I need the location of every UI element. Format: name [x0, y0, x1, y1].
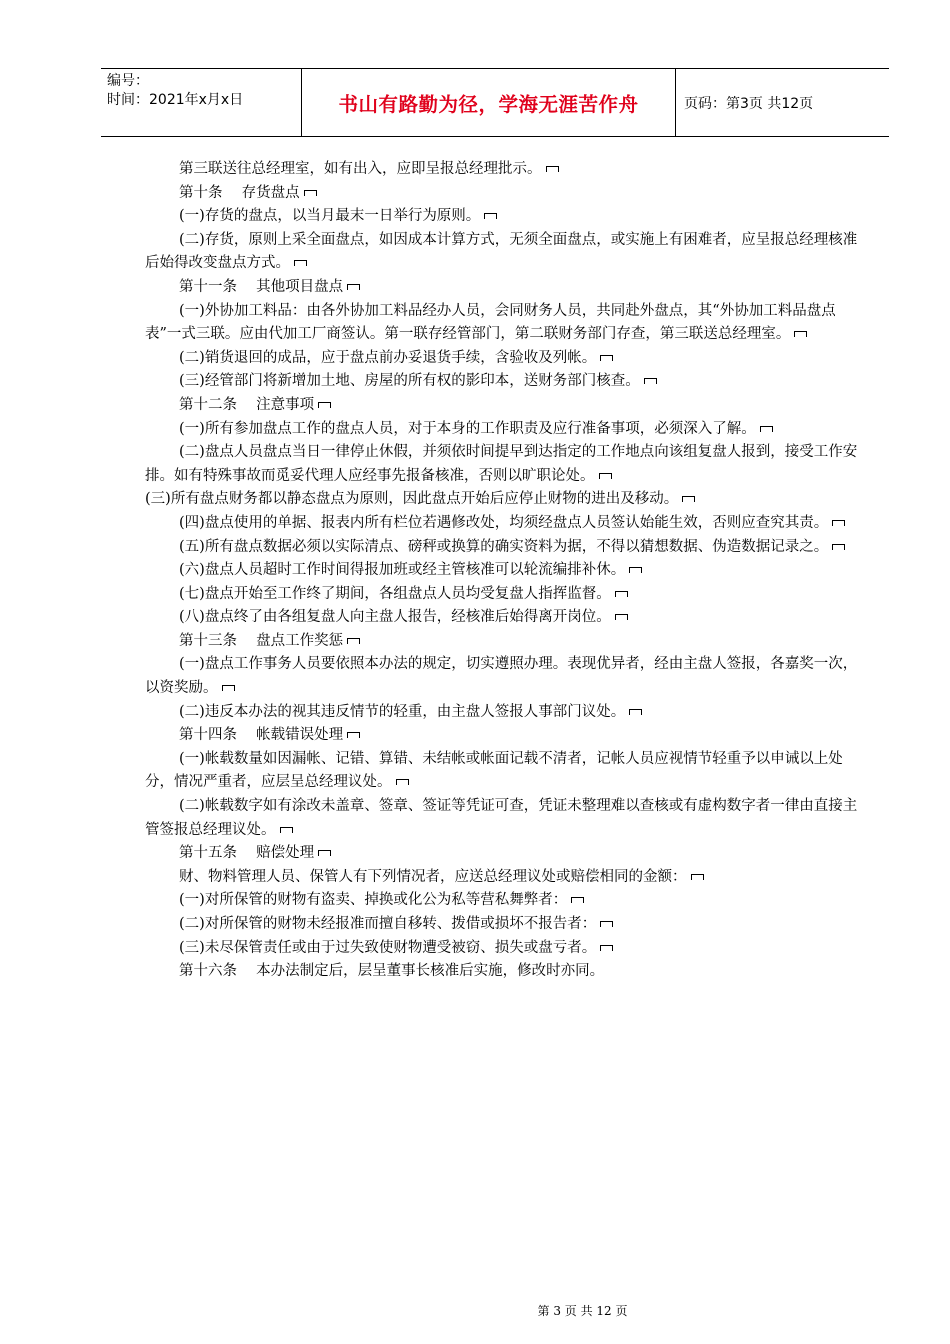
- paragraph-mark-icon: [794, 331, 807, 337]
- paragraph-text: (二)盘点人员盘点当日一律停止休假，并须依时间提早到达指定的工作地点向该组复盘人报到，接受工作安排。如有特殊事故而觅妥代理人应经事先报备核准，否则以旷职论处。: [145, 444, 858, 484]
- paragraph-text: 第十二条 注意事项: [179, 396, 315, 413]
- paragraph: [145, 394, 860, 418]
- paragraph: [145, 724, 860, 748]
- paragraph: [145, 960, 860, 984]
- paragraph-mark-icon: [318, 850, 331, 856]
- page-footer: 第 3 页 共 12 页: [537, 1304, 628, 1318]
- paragraph: [145, 182, 860, 206]
- paragraph-mark-icon: [615, 614, 628, 620]
- paragraph-mark-icon: [600, 921, 613, 927]
- paragraph: [145, 512, 860, 536]
- paragraph: [145, 889, 860, 913]
- paragraph: [145, 748, 860, 795]
- paragraph: [145, 488, 860, 512]
- paragraph-text: 第十五条 赔偿处理: [179, 845, 315, 862]
- paragraph-mark-icon: [599, 473, 612, 479]
- paragraph-text: (一)对所保管的财物有盗卖、掉换或化公为私等营私舞弊者：: [179, 892, 568, 909]
- paragraph-text: (二)销货退回的成品，应于盘点前办妥退货手续，含验收及列帐。: [179, 349, 597, 366]
- document-number-label: 编号：: [107, 73, 149, 89]
- paragraph-text: (八)盘点终了由各组复盘人向主盘人报告，经核准后始得离开岗位。: [179, 609, 611, 626]
- header-motto: 书山有路勤为径，学海无涯苦作舟: [338, 92, 639, 116]
- paragraph-mark-icon: [294, 260, 307, 266]
- paragraph-mark-icon: [760, 426, 773, 432]
- paragraph: [145, 866, 860, 890]
- paragraph-mark-icon: [691, 874, 704, 880]
- paragraph: [145, 347, 860, 371]
- paragraph-text: 财、物料管理人员、保管人有下列情况者，应送总经理议处或赔偿相同的金额：: [179, 868, 687, 885]
- paragraph-mark-icon: [571, 897, 584, 903]
- paragraph-mark-icon: [347, 638, 360, 644]
- paragraph-text: (二)对所保管的财物未经报准而擅自移转、拨借或损坏不报告者：: [179, 916, 597, 932]
- paragraph-text: (三)所有盘点财务都以静态盘点为原则，因此盘点开始后应停止财物的进出及移动。: [145, 491, 679, 508]
- paragraph: [145, 441, 860, 488]
- paragraph-mark-icon: [600, 945, 613, 951]
- paragraph-mark-icon: [682, 496, 695, 502]
- paragraph-text: 第十六条 本办法制定后，层呈董事长核准后实施，修改时亦同。: [179, 963, 605, 980]
- paragraph-mark-icon: [629, 567, 642, 573]
- paragraph: [145, 205, 860, 229]
- paragraph-text: 第十一条 其他项目盘点: [179, 278, 344, 295]
- paragraph: [145, 370, 860, 394]
- paragraph-text: 第十条 存货盘点: [179, 184, 300, 201]
- paragraph: [145, 606, 860, 630]
- paragraph-text: (三)经管部门将新增加土地、房屋的所有权的影印本，送财务部门核查。: [179, 373, 640, 390]
- header-motto-cell: [302, 69, 676, 136]
- header-page-number: 页码：第3页 共12页: [684, 95, 814, 112]
- paragraph-text: (一)外协加工料品：由各外协加工料品经办人员，会同财务人员，共同赴外盘点，其“外协加工料品盘点表”一式三联。应由代加工厂商签认。第一联存经管部门，第二联财务部门存查，第三联送总经理室。: [145, 302, 836, 343]
- paragraph-text: (二)违反本办法的视其违反情节的轻重，由主盘人签报人事部门议处。: [179, 703, 626, 720]
- paragraph: [145, 653, 860, 700]
- paragraph-text: (一)帐载数量如因漏帐、记错、算错、未结帐或帐面记载不清者，记帐人员应视情节轻重予以申诫以上处分，情况严重者，应层呈总经理议处。: [145, 750, 843, 791]
- document-body: [145, 158, 860, 984]
- paragraph: [145, 795, 860, 842]
- paragraph-text: (四)盘点使用的单据、报表内所有栏位若遇修改处，均须经盘点人员签认始能生效，否则应查究其责。: [179, 514, 829, 531]
- paragraph-text: (五)所有盘点数据必须以实际清点、磅秤或换算的确实资料为据，不得以猜想数据、伪造数据记录之。: [179, 538, 829, 555]
- paragraph-mark-icon: [222, 685, 235, 691]
- paragraph-text: (二)帐载数字如有涂改未盖章、签章、签证等凭证可查，凭证未整理难以查核或有虚构数字者一律由直接主管签报总经理议处。: [145, 798, 858, 838]
- paragraph-text: (三)未尽保管责任或由于过失致使财物遭受被窃、损失或盘亏者。: [179, 939, 597, 956]
- paragraph-text: (六)盘点人员超时工作时间得报加班或经主管核准可以轮流编排补休。: [179, 562, 626, 579]
- paragraph-mark-icon: [546, 166, 559, 172]
- paragraph-mark-icon: [600, 355, 613, 361]
- paragraph-mark-icon: [347, 732, 360, 738]
- paragraph-mark-icon: [644, 378, 657, 384]
- paragraph-text: (一)所有参加盘点工作的盘点人员，对于本身的工作职责及应行准备事项，必须深入了解。: [179, 420, 756, 437]
- paragraph: [145, 937, 860, 961]
- paragraph-mark-icon: [304, 190, 317, 196]
- paragraph: [145, 559, 860, 583]
- paragraph-text: 第十四条 帐载错误处理: [179, 727, 344, 744]
- paragraph-mark-icon: [484, 213, 497, 219]
- paragraph-mark-icon: [396, 779, 409, 785]
- paragraph-text: (一)存货的盘点，以当月最末一日举行为原则。: [179, 208, 481, 225]
- paragraph: [145, 701, 860, 725]
- paragraph: [145, 418, 860, 442]
- paragraph: [145, 276, 860, 300]
- paragraph-mark-icon: [832, 520, 845, 526]
- paragraph-text: 第三联送往总经理室，如有出入，应即呈报总经理批示。: [179, 161, 542, 177]
- paragraph-text: (一)盘点工作事务人员要依照本办法的规定，切实遵照办理。表现优异者，经由主盘人签报，各嘉奖一次，以资奖励。: [145, 656, 858, 697]
- paragraph-text: (二)存货，原则上采全面盘点，如因成本计算方式，无须全面盘点，或实施上有困难者，应呈报总经理核准后始得改变盘点方式。: [145, 231, 858, 272]
- paragraph: [145, 300, 860, 347]
- paragraph-mark-icon: [318, 402, 331, 408]
- paragraph: [145, 583, 860, 607]
- paragraph-mark-icon: [615, 591, 628, 597]
- paragraph: [145, 842, 860, 866]
- paragraph-mark-icon: [280, 827, 293, 833]
- page-header: [101, 68, 889, 137]
- paragraph: [145, 158, 860, 182]
- paragraph-mark-icon: [832, 544, 845, 550]
- paragraph-mark-icon: [629, 709, 642, 715]
- paragraph-text: (七)盘点开始至工作终了期间，各组盘点人员均受复盘人指挥监督。: [179, 585, 611, 602]
- paragraph-text: 第十三条 盘点工作奖惩: [179, 632, 344, 649]
- header-meta: [101, 69, 302, 136]
- header-page-cell: [676, 69, 889, 136]
- paragraph: [145, 536, 860, 560]
- paragraph: [145, 630, 860, 654]
- paragraph: [145, 913, 860, 937]
- paragraph: [145, 229, 860, 276]
- paragraph-mark-icon: [347, 284, 360, 290]
- document-time-label: 时间：2021年x月x日: [107, 92, 244, 108]
